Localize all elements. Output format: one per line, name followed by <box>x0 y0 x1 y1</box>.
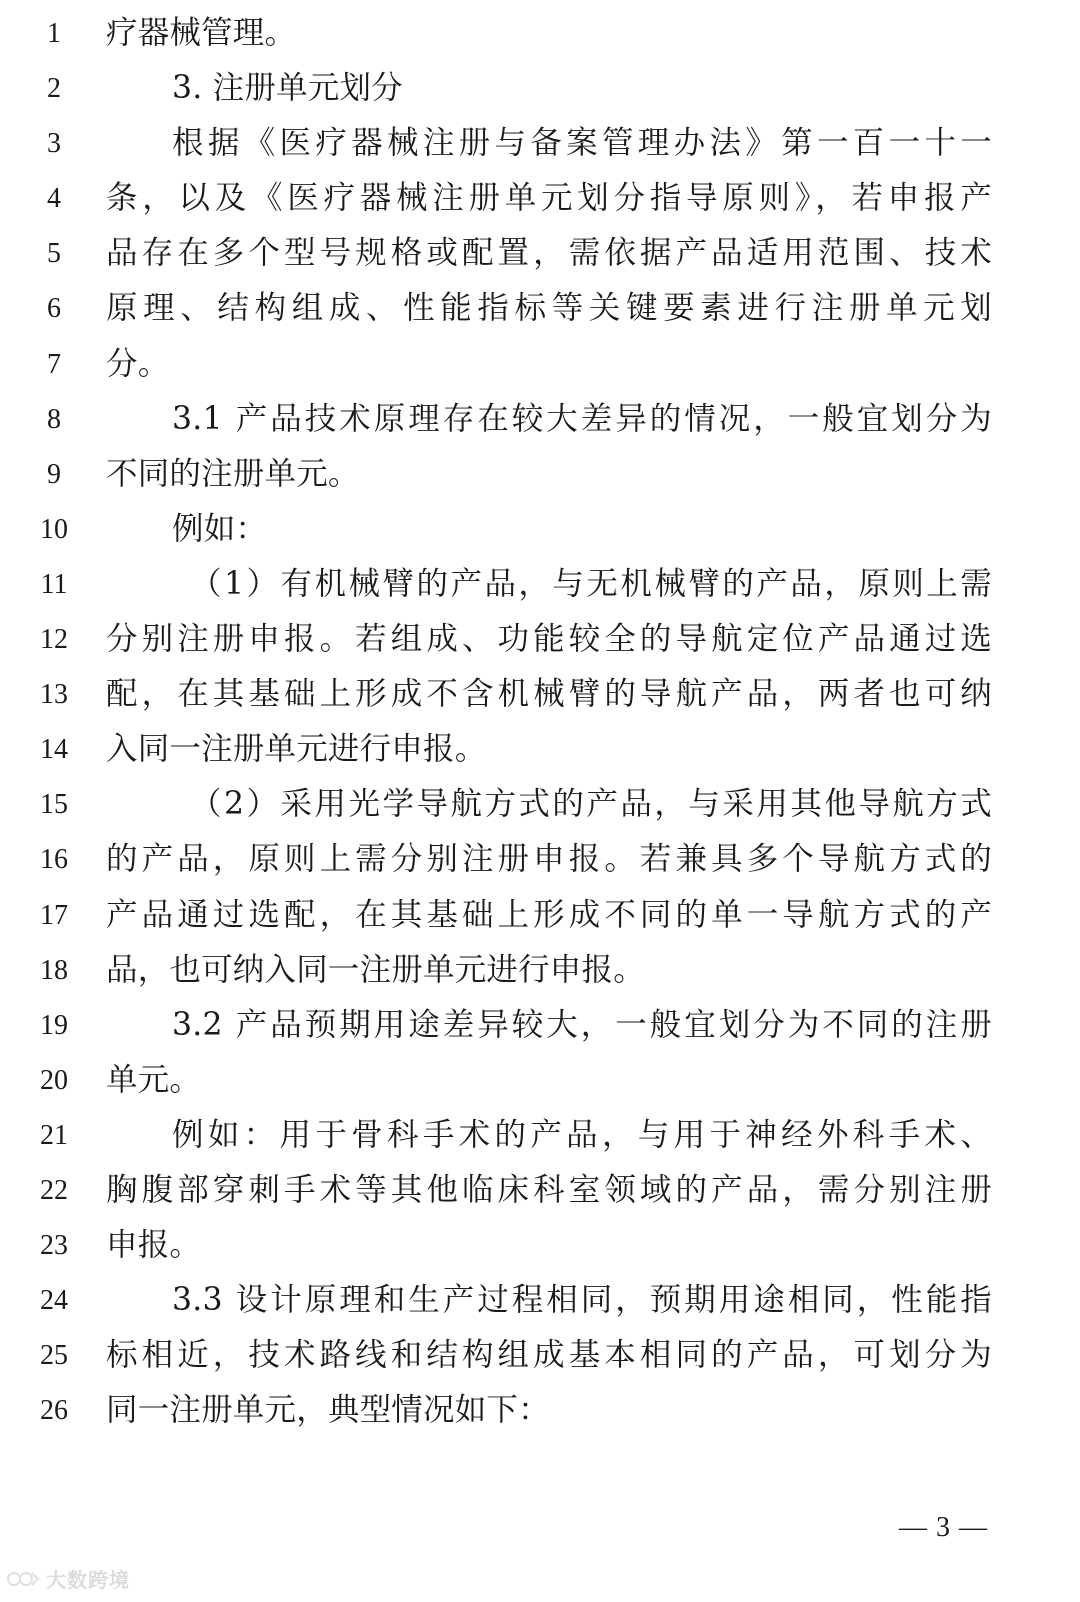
document-line <box>0 226 1080 281</box>
document-line <box>0 557 1080 612</box>
line-text: 原理、结构组成、性能指标等关键要素进行注册单元划 <box>106 290 992 327</box>
line-text: 同一注册单元，典型情况如下： <box>106 1392 550 1429</box>
document-line <box>0 667 1080 722</box>
line-text: 根据《医疗器械注册与备案管理办法》第一百一十一 <box>172 125 992 162</box>
line-text: 单元。 <box>106 1061 202 1098</box>
page-number: — 3 — <box>899 1512 988 1543</box>
line-text: 3.2 产品预期用途差异较大，一般宜划分为不同的注册 <box>172 1006 992 1043</box>
line-text: 3. 注册单元划分 <box>172 70 403 107</box>
line-number: 20 <box>40 1064 68 1096</box>
line-number: 16 <box>40 844 68 876</box>
line-text: 胸腹部穿刺手术等其他临床科室领域的产品，需分别注册 <box>106 1171 992 1208</box>
line-number: 2 <box>47 73 61 105</box>
document-line <box>0 337 1080 392</box>
document-line <box>0 1273 1080 1328</box>
line-number: 25 <box>40 1340 68 1372</box>
line-text: 配，在其基础上形成不含机械臂的导航产品，两者也可纳 <box>106 676 992 713</box>
line-text: 品，也可纳入同一注册单元进行申报。 <box>106 951 645 988</box>
document-line <box>0 832 1080 887</box>
document-line <box>0 171 1080 226</box>
line-text: 分别注册申报。若组成、功能较全的导航定位产品通过选 <box>106 621 992 658</box>
line-text: 入同一注册单元进行申报。 <box>106 731 487 768</box>
brand-logo-icon <box>6 1568 40 1590</box>
line-text: 不同的注册单元。 <box>106 455 360 492</box>
line-text: 3.3 设计原理和生产过程相同，预期用途相同，性能指 <box>172 1282 992 1319</box>
line-text: 例如： <box>172 510 268 547</box>
document-line <box>0 6 1080 61</box>
line-number: 24 <box>40 1285 68 1317</box>
document-line <box>0 998 1080 1053</box>
line-number: 22 <box>40 1174 68 1206</box>
line-number: 23 <box>40 1230 68 1262</box>
document-line <box>0 1163 1080 1218</box>
line-text: 申报。 <box>106 1227 202 1264</box>
document-line <box>0 777 1080 832</box>
document-line <box>0 392 1080 447</box>
line-number: 1 <box>47 18 61 49</box>
line-text: 品存在多个型号规格或配置，需依据产品适用范围、技术 <box>106 235 992 272</box>
line-number: 7 <box>47 348 61 380</box>
document-line <box>0 1218 1080 1273</box>
line-number: 3 <box>47 128 61 160</box>
document-line <box>0 281 1080 336</box>
document-line <box>0 1053 1080 1108</box>
line-number: 14 <box>40 734 68 766</box>
line-text: 的产品，原则上需分别注册申报。若兼具多个导航方式的 <box>106 841 992 878</box>
line-number: 9 <box>47 458 61 490</box>
line-text: 分。 <box>106 345 170 382</box>
line-text: （1）有机械臂的产品，与无机械臂的产品，原则上需 <box>190 565 992 602</box>
line-number: 18 <box>40 954 68 986</box>
line-text: 产品通过选配，在其基础上形成不同的单一导航方式的产 <box>106 896 992 933</box>
line-number: 4 <box>47 183 61 215</box>
line-number: 5 <box>47 238 61 270</box>
line-number: 15 <box>40 789 68 821</box>
line-number: 21 <box>40 1119 68 1151</box>
document-line <box>0 943 1080 998</box>
document-line <box>0 447 1080 502</box>
line-text: 3.1 产品技术原理存在较大差异的情况，一般宜划分为 <box>172 400 992 437</box>
line-text: 条，以及《医疗器械注册单元划分指导原则》，若申报产 <box>106 180 992 217</box>
line-number: 11 <box>40 568 68 600</box>
document-body <box>0 6 1080 1438</box>
line-number: 10 <box>40 513 68 545</box>
document-line <box>0 502 1080 557</box>
document-line <box>0 61 1080 116</box>
line-number: 8 <box>47 403 61 435</box>
line-number: 26 <box>40 1395 68 1427</box>
document-line <box>0 1383 1080 1438</box>
document-line <box>0 1108 1080 1163</box>
document-line <box>0 722 1080 777</box>
line-text: （2）采用光学导航方式的产品，与采用其他导航方式 <box>190 786 992 823</box>
line-text: 疗器械管理。 <box>106 15 297 51</box>
line-text: 标相近，技术路线和结构组成基本相同的产品，可划分为 <box>106 1337 992 1374</box>
document-line <box>0 612 1080 667</box>
document-line <box>0 116 1080 171</box>
line-number: 17 <box>40 899 68 931</box>
document-line <box>0 888 1080 943</box>
line-number: 6 <box>47 293 61 325</box>
watermark <box>6 1564 130 1593</box>
line-number: 19 <box>40 1009 68 1041</box>
line-text: 例如：用于骨科手术的产品，与用于神经外科手术、 <box>172 1116 992 1153</box>
document-line <box>0 1328 1080 1383</box>
watermark-text: 大数跨境 <box>46 1568 130 1592</box>
line-number: 12 <box>40 624 68 656</box>
line-number: 13 <box>40 679 68 711</box>
